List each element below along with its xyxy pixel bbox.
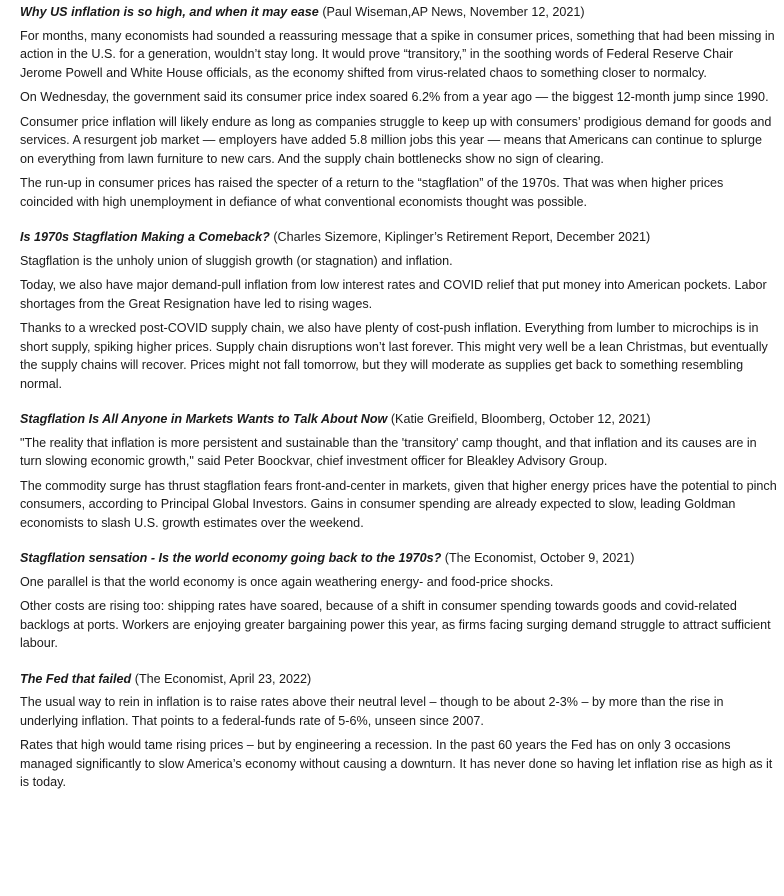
article-source: (The Economist, April 23, 2022)	[134, 671, 312, 686]
article-title: Stagflation Is All Anyone in Markets Wants to Talk About Now	[20, 412, 388, 426]
article-paragraph: The usual way to rein in inflation is to raise rates above their neutral level – though to be about 2-3% – by more than the rise in underlying inflation. That points to a federal-funds rate of 5-6%, unseen since 2007.	[20, 695, 724, 728]
article-paragraph: Consumer price inflation will likely endure as long as companies struggle to keep up with consumers’ prodigious demand for goods and services. A resurgent job market — employers have added 5.8 million jobs this year — means that Americans can continue to splurge on everything from lawn furniture to new cars. And the supply chain bottlenecks show no sign of clearing.	[20, 114, 772, 166]
article-paragraph: Rates that high would tame rising prices – but by engineering a recession. In the past 60 years the Fed has on only 3 occasions managed significantly to slow America’s economy without causing a downturn. It has never done so having let inflation rise as high as it is today.	[20, 738, 773, 789]
article-5	[20, 670, 778, 792]
article-paragraph: Today, we also have major demand-pull inflation from low interest rates and COVID relief that put money into American pockets. Labor shortages from the Great Resignation have led to rising wages.	[20, 278, 767, 311]
article-paragraph: Stagflation is the unholy union of sluggish growth (or stagnation) and inflation.	[20, 253, 453, 268]
article-paragraph: Thanks to a wrecked post-COVID supply chain, we also have plenty of cost-push inflation. Everything from lumber to microchips is in short supply, spiking higher prices. Supply chain disruptions won’t last forever. This might very well be a lean Christmas, but eventually the supply chains will recover. Prices might not fall tomorrow, but they will moderate as supplies get back to something resembling normal.	[20, 321, 768, 391]
article-title: Why US inflation is so high, and when it may ease	[20, 5, 319, 19]
article-2	[20, 228, 778, 393]
article-source: (The Economist, October 9, 2021)	[444, 551, 635, 565]
article-paragraph: The commodity surge has thrust stagflation fears front-and-center in markets, given that higher energy prices have the potential to pinch consumers, according to Principal Global Investors. Gains in consumer spending are already expected to slow, leading Goldman economists to slash U.S. growth estimates over the weekend.	[20, 478, 777, 530]
article-heading	[20, 549, 778, 568]
article-title: The Fed that failed	[20, 671, 132, 686]
article-paragraph: Other costs are rising too: shipping rates have soared, because of a shift in consumer spending towards goods and covid-related backlogs at ports. Workers are enjoying greater bargaining power this year, as firms facing surging demand struggle to attract sufficient labour.	[20, 599, 771, 650]
article-heading	[20, 670, 778, 689]
article-paragraph: "The reality that inflation is more persistent and sustainable than the 'transitory' camp thought, and that inflation and its causes are in turn slowing economic growth," said Peter Boockvar, chief investment officer for Bleakley Advisory Group.	[20, 435, 757, 468]
article-paragraph: For months, many economists had sounded a reassuring message that a spike in consumer prices, something that had been missing in action in the U.S. for a generation, wouldn’t stay long. It would prove “transitory,” in the soothing words of Federal Reserve Chair Jerome Powell and White House officials, as the economy shifted from virus-related chaos to something closer to normalcy.	[20, 28, 775, 80]
article-paragraph: The run-up in consumer prices has raised the specter of a return to the “stagflation” of the 1970s. That was when higher prices coincided with high unemployment in defiance of what conventional economists thought was possible.	[20, 176, 724, 209]
article-paragraph: One parallel is that the world economy is once again weathering energy- and food-price shocks.	[20, 574, 554, 589]
article-4	[20, 549, 778, 653]
article-source: (Charles Sizemore, Kiplinger’s Retirement Report, December 2021)	[273, 230, 651, 244]
article-title: Stagflation sensation - Is the world economy going back to the 1970s?	[20, 551, 442, 565]
article-3	[20, 410, 778, 532]
article-source: (Paul Wiseman,AP News, November 12, 2021)	[322, 5, 585, 19]
article-paragraph: On Wednesday, the government said its consumer price index soared 6.2% from a year ago — the biggest 12-month jump since 1990.	[20, 90, 769, 104]
article-heading	[20, 410, 778, 429]
article-title: Is 1970s Stagflation Making a Comeback?	[20, 230, 270, 244]
article-heading	[20, 3, 778, 22]
document-body	[20, 3, 778, 809]
article-heading	[20, 228, 778, 247]
article-1	[20, 3, 778, 211]
article-source: (Katie Greifield, Bloomberg, October 12, 2021)	[390, 412, 651, 426]
